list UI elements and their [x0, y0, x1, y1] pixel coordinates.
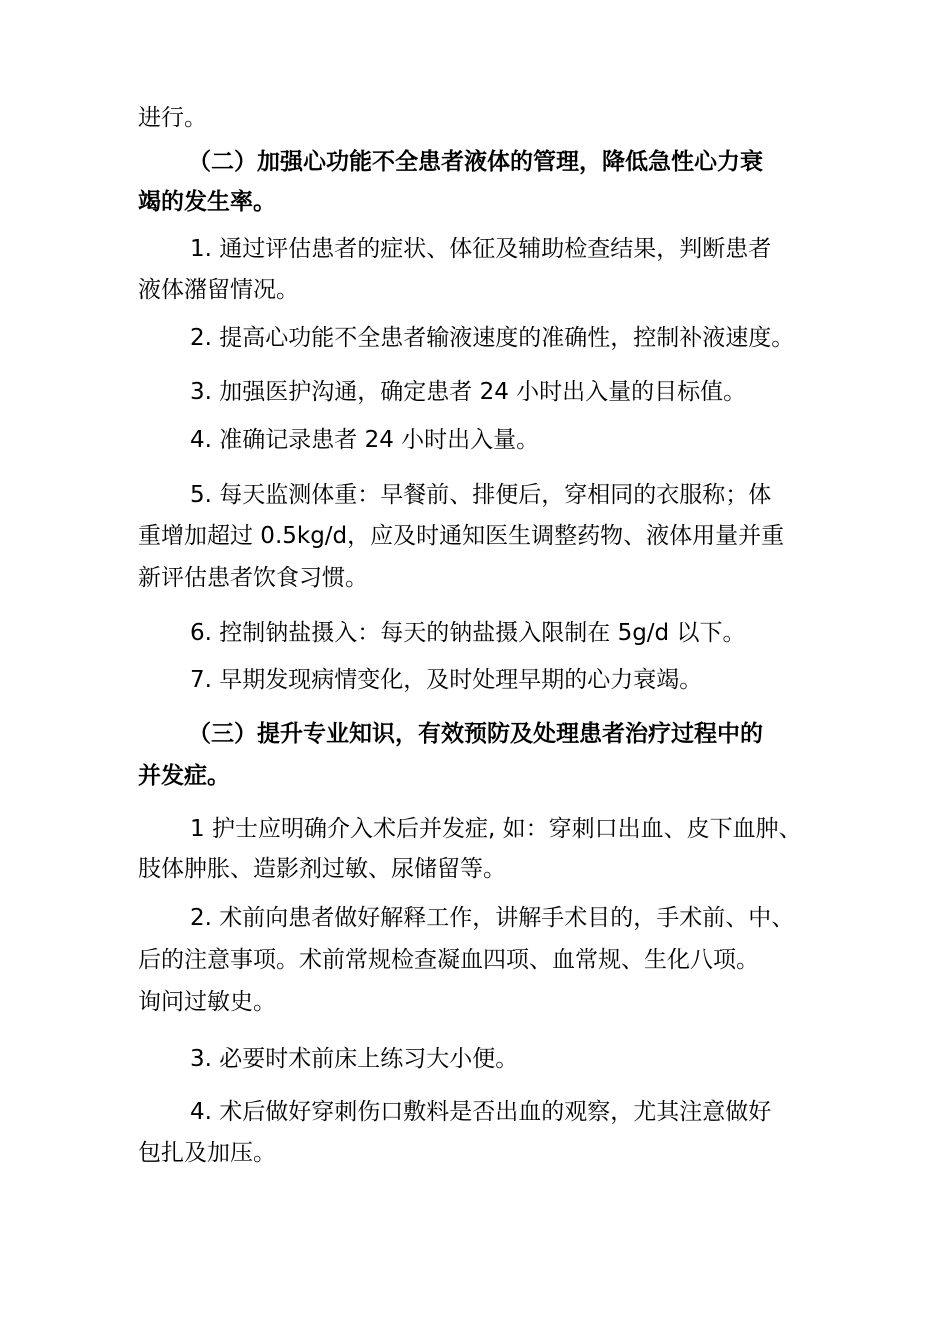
list-item-2-5: 5. 每天监测体重：早餐前、排便后，穿相同的衣服称；体 [190, 482, 772, 508]
list-item-2-5-continued: 重增加超过 0.5kg/d，应及时通知医生调整药物、液体用量并重 [138, 523, 785, 549]
list-item-2-1: 1. 通过评估患者的症状、体征及辅助检查结果，判断患者 [190, 236, 772, 262]
list-item-2-7: 7. 早期发现病情变化，及时处理早期的心力衰竭。 [190, 667, 703, 693]
section-heading-3: （三）提升专业知识，有效预防及处理患者治疗过程中的 [188, 721, 763, 747]
list-item-2-1-continued: 液体潴留情况。 [138, 277, 299, 303]
section-heading-2-continued: 竭的发生率。 [138, 189, 276, 215]
paragraph-continuation: 进行。 [138, 105, 207, 131]
list-item-3-4: 4. 术后做好穿刺伤口敷料是否出血的观察，尤其注意做好 [190, 1099, 772, 1125]
list-item-2-3: 3. 加强医护沟通，确定患者 24 小时出入量的目标值。 [190, 379, 747, 405]
list-item-2-4: 4. 准确记录患者 24 小时出入量。 [190, 427, 540, 453]
list-item-3-2-continued-2: 询问过敏史。 [138, 989, 276, 1015]
list-item-3-4-continued: 包扎及加压。 [138, 1140, 276, 1166]
list-item-2-2: 2. 提高心功能不全患者输液速度的准确性，控制补液速度。 [190, 325, 795, 351]
list-item-3-2-continued: 后的注意事项。术前常规检查凝血四项、血常规、生化八项。 [138, 947, 759, 973]
list-item-3-1-continued: 肢体肿胀、造影剂过敏、尿储留等。 [138, 856, 506, 882]
section-heading-3-continued: 并发症。 [138, 763, 230, 789]
list-item-2-5-continued-2: 新评估患者饮食习惯。 [138, 565, 368, 591]
list-item-3-2: 2. 术前向患者做好解释工作，讲解手术目的，手术前、中、 [190, 905, 795, 931]
list-item-3-3: 3. 必要时术前床上练习大小便。 [190, 1046, 519, 1072]
list-item-3-1: 1 护士应明确介入术后并发症, 如：穿刺口出血、皮下血肿、 [190, 816, 802, 842]
list-item-2-6: 6. 控制钠盐摄入：每天的钠盐摄入限制在 5g/d 以下。 [190, 620, 746, 646]
section-heading-2: （二）加强心功能不全患者液体的管理，降低急性心力衰 [188, 149, 763, 175]
